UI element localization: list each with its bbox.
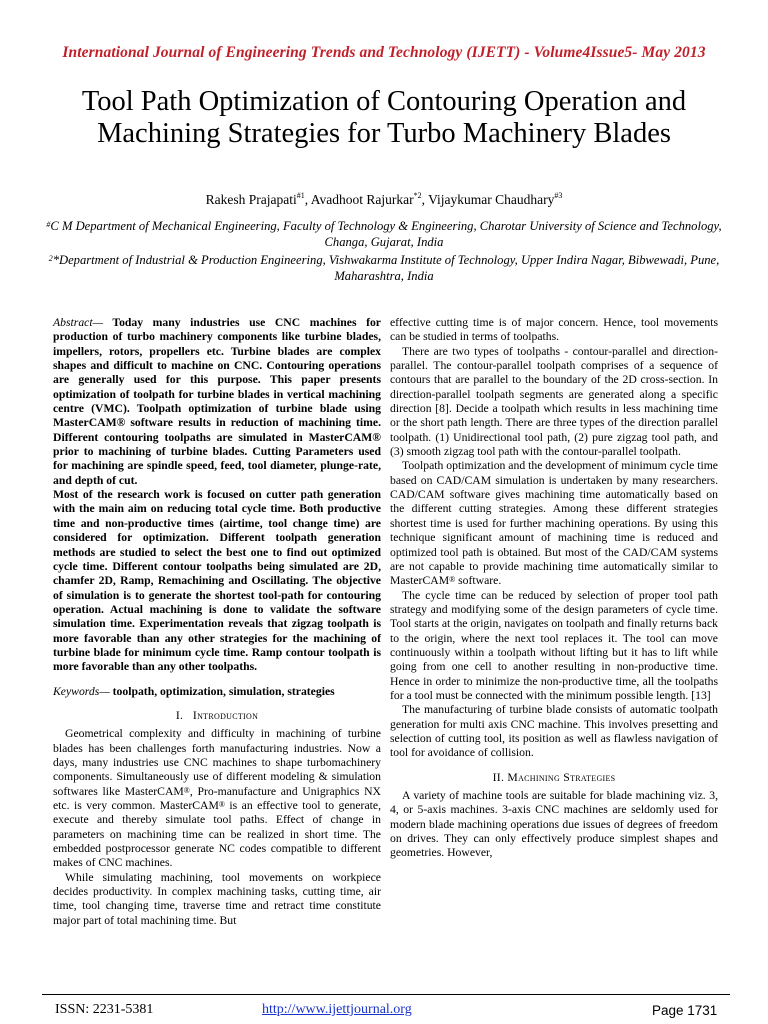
footer-issn: ISSN: 2231-5381 <box>55 1002 154 1017</box>
right-paragraph-5: The manufacturing of turbine blade consists of automatic toolpath generation for multi axis CNC machine. This involves presetting and selection of cutting tool, its position as well as flawless navigation of tool for avoidance of collision. <box>390 703 718 760</box>
footer-page-number: Page 1731 <box>652 1003 718 1018</box>
affiliation-2 <box>40 252 728 284</box>
footer-journal-link[interactable]: http://www.ijettjournal.org <box>262 1002 412 1017</box>
keywords-label: Keywords— <box>53 684 110 698</box>
right-paragraph-2: There are two types of toolpaths - contour-parallel and direction-parallel. The contour-parallel toolpath comprises of a sequence of contours that are parallel to the boundary of the 2D cross-section. In direction-parallel toolpath segments are generated along a specific direction [8]. Decide a toolpath which results in less machining time or the short path length. There are three types of the direction parallel toolpath. (1) Unidirectional tool path, (2) pure zigzag tool path, and (3) smooth zigzag tool path with the contour-parallel toolpath. <box>390 344 718 459</box>
paper-title <box>0 86 768 150</box>
registered-mark: ® <box>218 800 225 809</box>
author-1: Rakesh Prajapati <box>205 192 297 207</box>
author-2: , Avadhoot Rajurkar <box>304 192 414 207</box>
keywords-text: toolpath, optimization, simulation, strategies <box>109 684 335 698</box>
author-2-mark: *2 <box>413 191 422 200</box>
title-line-2: Machining Strategies for Turbo Machinery Blades <box>97 118 671 149</box>
affiliation-1-mark: # <box>46 220 51 229</box>
author-3-mark: #3 <box>554 191 563 200</box>
section-1-number: I. <box>175 708 184 722</box>
right-paragraph-6: A variety of machine tools are suitable for blade machining viz. 3, 4, or 5-axis machines. 3-axis CNC machines are seldomly used for modern blade machining operations due issues of degrees of freedom on drives. They can only effectively produce simplest shapes and geometries. However, <box>390 789 718 860</box>
journal-header: International Journal of Engineering Trends and Technology (IJETT) - Volume4Issue5- May 2013 <box>62 44 706 61</box>
intro-text-a: Geometrical complexity and difficulty in machining of turbine blades has been challenges forth manufacturing industries. Now a days, many industries use CNC machines to shape turbomachinery components. Simultaneously use of different modeling & simulation softwares like MasterCAM <box>53 727 381 798</box>
section-heading-introduction <box>53 709 381 723</box>
section-2-number: II. <box>492 770 505 784</box>
keywords <box>53 685 381 699</box>
abstract <box>53 316 381 488</box>
intro-paragraph-1 <box>53 727 381 870</box>
affiliation-2-mark: 2 <box>48 254 53 263</box>
intro-text-c: is an effective tool to generate, execute and thereby simulate tool paths. Effect of change in parameters on machining time can be realized in short time. The embedded postprocessor generate NC codes compatible to different makes of CNC machines. <box>53 799 381 870</box>
abstract-paragraph-2: Most of the research work is focused on cutter path generation with the main aim on reducing total cycle time. Both productive time and non-productive times (airtime, tool change time) are considered for optimization. Different toolpath generation methods are studied to select the best one to find out optimized cycle time. Different contour toolpaths being simulated are 2D, chamfer 2D, Ramp, Remachining and Oscillating. The objective of simulation is to generate the shortest tool-path for contouring operation. Actual machining is done to validate the software simulation time. Experimentation reveals that zigzag toolpath is more favorable than any other strategies for the machining of turbine blade for minimum cycle time. Ramp contour toolpath is more favorable than any other toolpaths. <box>53 488 381 674</box>
intro-paragraph-2: While simulating machining, tool movements on workpiece decides productivity. In complex machining tasks, cutting time, air time, tool changing time, traverse time and retract time constitute major part of total machining time. But <box>53 870 381 927</box>
right-p3-text-b: software. <box>455 574 502 588</box>
registered-mark: ® <box>449 575 456 585</box>
author-3: , Vijaykumar Chaudhary <box>421 192 555 207</box>
intro-text-b: , Pro-manufacture and Unigraphics NX etc. is very common. MasterCAM <box>53 784 381 812</box>
left-column <box>53 316 381 928</box>
right-paragraph-1: effective cutting time is of major concern. Hence, tool movements can be studied in terms of toolpaths. <box>390 316 718 344</box>
affiliation-1 <box>40 218 728 250</box>
footer-divider <box>42 994 730 995</box>
affiliation-2-text: *Department of Industrial & Production Engineering, Vishwakarma Institute of Technology, Upper Indira Nagar, Bibwewadi, Pune, Maharashtra, India <box>52 253 720 283</box>
right-p3-text-a: Toolpath optimization and the development of minimum cycle time based on CAD/CAM simulation is undertaken by many researchers. CAD/CAM software gives machining time automatically based on the different cutting strategies. Among these different strategies shortest time is used for further machining operations. By using this technique significant amount of machining time is reduced and optimized tool path is obtained. But most of the CAD/CAM systems are not capable to provide machining time automatically similar to MasterCAM <box>390 459 718 588</box>
author-1-mark: #1 <box>296 191 305 200</box>
affiliation-1-text: C M Department of Mechanical Engineering, Faculty of Technology & Engineering, Charotar University of Science and Technology, Changa, Gujarat, India <box>50 219 722 249</box>
section-1-title: Introduction <box>192 708 259 722</box>
section-heading-machining-strategies <box>390 771 718 785</box>
registered-mark: ® <box>183 785 190 795</box>
author-list <box>0 192 768 208</box>
right-column <box>390 316 718 861</box>
title-line-1: Tool Path Optimization of Contouring Operation and <box>81 86 687 117</box>
right-paragraph-4: The cycle time can be reduced by selection of proper tool path strategy and modifying some of the design parameters of cycle time. Tool starts at the origin, navigates on toolpath and finally returns back to the origin, where the next tool replaces it. The tool can move continuously within a toolpath without lifting but it has to lift while going from one cell to another resulting in non-productive time. Hence in order to minimize the non-productive time, all the toolpaths for a tool must be connected with the minimum possible length. [13] <box>390 588 718 702</box>
section-2-title: Machining Strategies <box>507 770 616 784</box>
right-paragraph-3 <box>390 459 718 588</box>
abstract-label: Abstract— <box>53 316 103 329</box>
abstract-text-1: Today many industries use CNC machines for production of turbo machinery components like turbine blades, impellers, rotors, propellers etc. Turbine blades are complex shapes and difficult to machine on CNC. Contouring operations are generally used for this purpose. This paper presents optimization of toolpath for turbine blades in vertical machining centre (VMC). Toolpath optimization of turbine blade using MasterCAM® software results in reduction of machining time. Different contouring toolpaths are simulated in MasterCAM® prior to machining of turbine blades. Cutting Parameters used for machining are spindle speed, feed, tool diameter, plunge-rate, and depth of cut. <box>53 316 381 487</box>
